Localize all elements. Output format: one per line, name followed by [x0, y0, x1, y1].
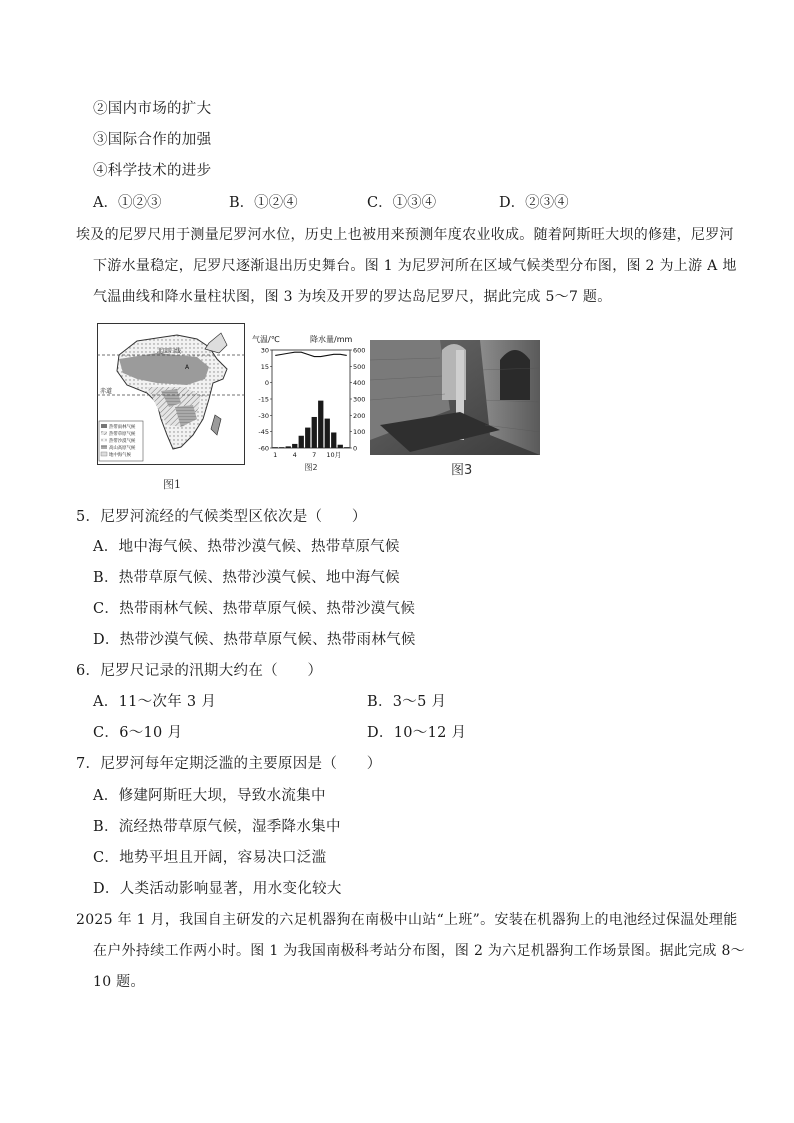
chart-left-tick-label: -30 [258, 411, 269, 420]
chart-precip-bar [305, 428, 310, 448]
figure-1-caption: 图1 [163, 478, 181, 491]
q5-stem: 5．尼罗河流经的气候类型区依次是（ ） [76, 509, 367, 525]
prev-option-d: D．②③④ [499, 195, 569, 211]
q7-option-b: B．流经热带草原气候，湿季降水集中 [93, 819, 341, 835]
chart-precip-bar [338, 445, 343, 448]
q6-option-c: C．6～10 月 [93, 725, 183, 741]
prev-item-2: ②国内市场的扩大 [93, 101, 212, 117]
q5-option-d: D．热带沙漠气候、热带草原气候、热带雨林气候 [93, 632, 416, 648]
prev-item-3: ③国际合作的加强 [93, 132, 212, 148]
chart-left-tick-label: -45 [258, 428, 269, 437]
intro1-line-2: 下游水量稳定，尼罗尺逐渐退出历史舞台。图 1 为尼罗河所在区域气候类型分布图，图 2 为上游 A 地 [93, 258, 737, 274]
intro2-line-1: 2025 年 1 月，我国自主研发的六足机器狗在南极中山站“上班”。安装在机器狗上的电池经过保温处理能 [76, 912, 738, 928]
chart-left-tick-label: 30 [260, 346, 269, 355]
q6-option-b: B．3～5 月 [367, 694, 447, 710]
chart-precip-bar [331, 432, 336, 448]
map-marker-a: A [185, 364, 190, 371]
svg-text:热带雨林气候: 热带雨林气候 [109, 425, 136, 430]
intro1-line-3: 气温曲线和降水量柱状图，图 3 为埃及开罗的罗达岛尼罗尺，据此完成 5～7 题。 [93, 289, 612, 305]
chart-right-tick-label: 200 [353, 411, 366, 420]
chart-precip-bar [312, 417, 317, 448]
chart-right-tick-label: 400 [353, 379, 366, 388]
chart-right-tick-label: 500 [353, 362, 366, 371]
intro1-line-1: 埃及的尼罗尺用于测量尼罗河水位，历史上也被用来预测年度农业收成。随着阿斯旺大坝的修建，尼罗河 [76, 227, 734, 243]
chart-precip-bar [292, 444, 297, 448]
intro2-line-3: 10 题。 [93, 974, 145, 990]
chart-left-tick-label: 0 [264, 379, 269, 388]
chart-x-tick-label: 10月 [326, 451, 342, 459]
chart-precip-bar [325, 419, 330, 448]
chart-right-tick-label: 300 [353, 395, 366, 404]
q7-option-a: A．修建阿斯旺大坝，导致水流集中 [93, 788, 326, 804]
figure-2-caption: 图2 [304, 463, 318, 472]
prev-option-c: C．①③④ [367, 195, 437, 211]
map-legend [99, 421, 143, 461]
q7-stem: 7．尼罗河每年定期泛滥的主要原因是（ ） [76, 756, 382, 772]
q5-option-b: B．热带草原气候、热带沙漠气候、地中海气候 [93, 570, 400, 586]
chart-precip-bar [318, 401, 323, 448]
q5-option-c: C．热带雨林气候、热带草原气候、热带沙漠气候 [93, 601, 416, 617]
chart-right-tick-label: 0 [353, 444, 358, 453]
chart-x-tick-label: 7 [312, 451, 317, 459]
svg-text:地中海气候: 地中海气候 [109, 453, 131, 458]
q6-stem: 6．尼罗尺记录的汛期大约在（ ） [76, 663, 323, 679]
chart-precip-bar [299, 436, 304, 448]
figure-2-climate-chart [250, 330, 375, 476]
intro2-line-2: 在户外持续工作两小时。图 1 为我国南极科考站分布图，图 2 为六足机器狗工作场景图。据此完成 8～ [93, 943, 745, 959]
chart-precip-bar [286, 446, 291, 448]
q6-option-a: A．11～次年 3 月 [93, 694, 217, 710]
chart-precip-bar [344, 447, 349, 448]
chart-right-tick-label: 600 [353, 346, 366, 355]
figure-3-caption: 图3 [451, 463, 473, 478]
svg-text:热带草原气候: 热带草原气候 [109, 432, 136, 437]
equator-label: 赤道 [100, 388, 113, 395]
prev-option-b: B．①②④ [229, 195, 298, 211]
tropic-label: 北回归线 [157, 348, 182, 355]
chart-left-tick-label: 15 [260, 362, 269, 371]
chart-precip-bar [273, 447, 278, 448]
chart-x-tick-label: 4 [292, 451, 297, 459]
figure-3-nilometer-photo [370, 340, 540, 455]
svg-text:热带沙漠气候: 热带沙漠气候 [109, 439, 136, 444]
chart-plot-frame [272, 350, 350, 448]
svg-text:高山高原气候: 高山高原气候 [109, 446, 136, 451]
chart-left-tick-label: -15 [258, 395, 269, 404]
chart-precip-bar [279, 447, 284, 448]
figure-1-climate-map [97, 323, 245, 465]
chart-ylabel-left: 气温/℃ [252, 335, 280, 344]
q6-option-d: D．10～12 月 [367, 725, 467, 741]
chart-ylabel-right: 降水量/mm [310, 335, 353, 344]
prev-option-a: A．①②③ [93, 195, 162, 211]
chart-x-tick-label: 1 [273, 451, 278, 459]
q7-option-d: D．人类活动影响显著，用水变化较大 [93, 881, 342, 897]
prev-item-4: ④科学技术的进步 [93, 163, 212, 179]
chart-temp-line [275, 352, 347, 356]
chart-right-tick-label: 100 [353, 428, 366, 437]
chart-left-tick-label: -60 [258, 444, 269, 453]
q7-option-c: C．地势平坦且开阔，容易决口泛滥 [93, 850, 327, 866]
q5-option-a: A．地中海气候、热带沙漠气候、热带草原气候 [93, 539, 400, 555]
